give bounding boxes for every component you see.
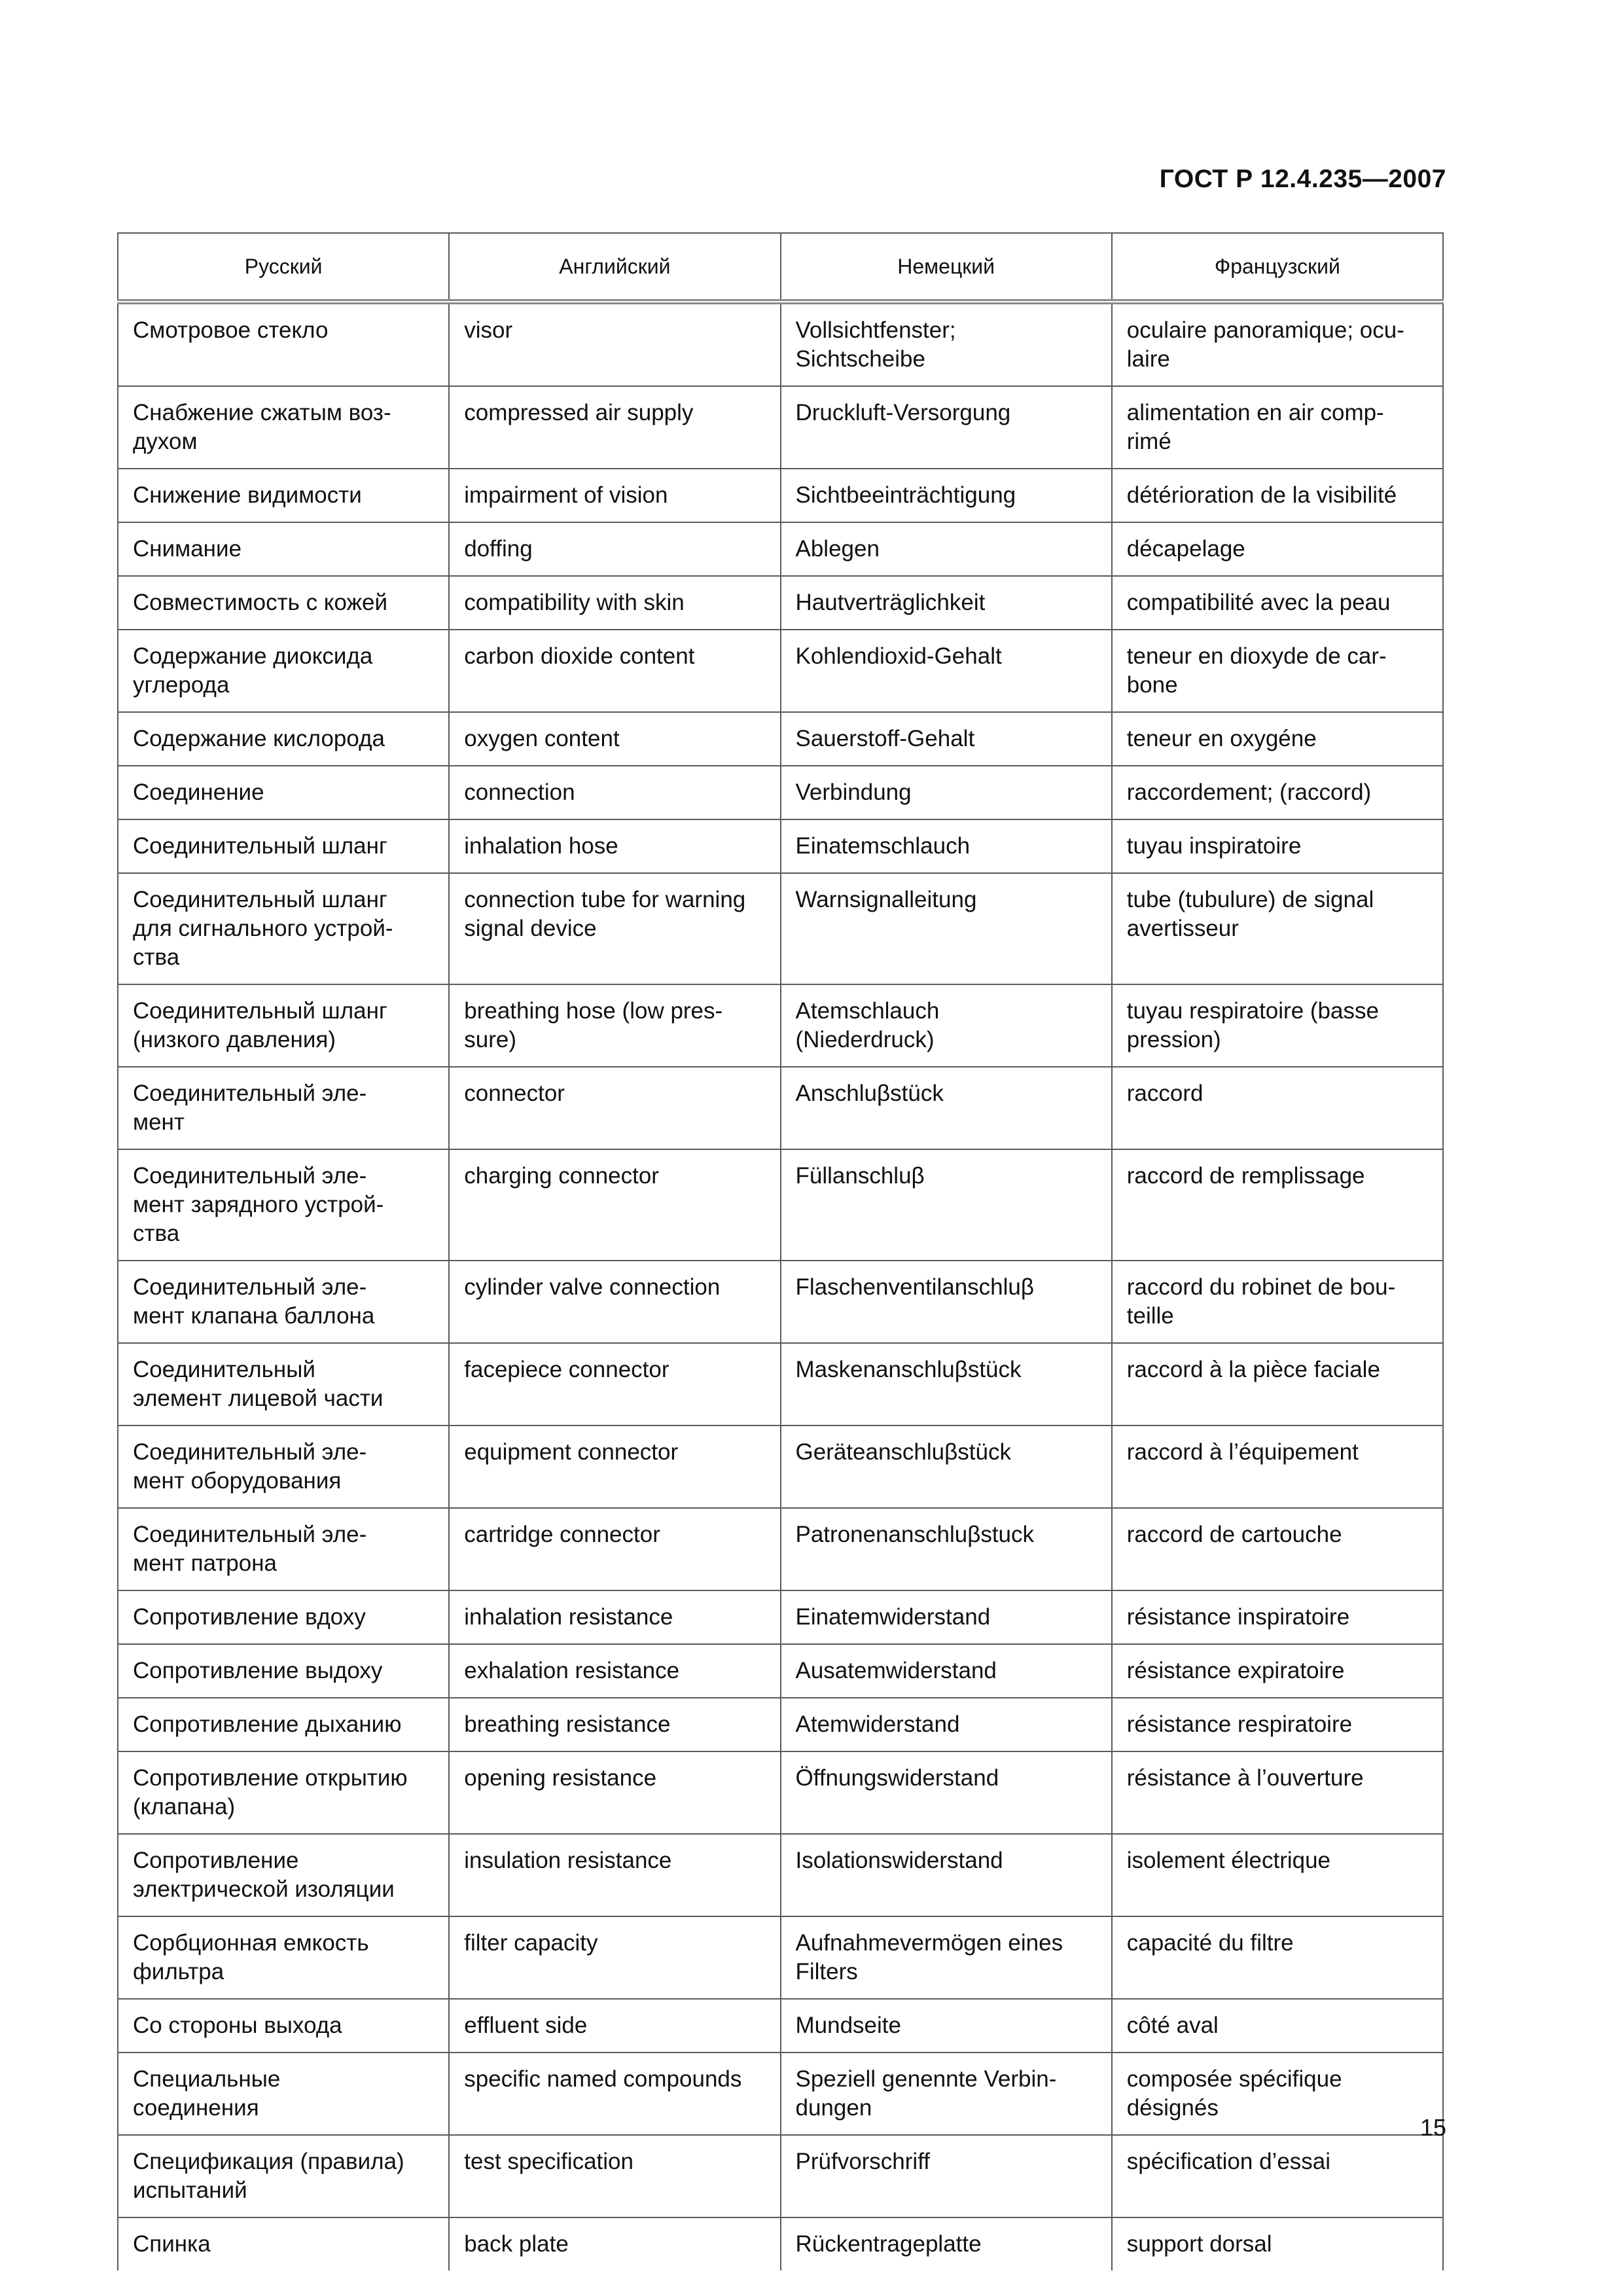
russian-term: Сопротивление электрической изоляции [118,1834,449,1916]
french-term: compatibilité avec la peau [1112,576,1443,630]
english-term: inhalation resistance [449,1590,780,1644]
english-term: facepiece connector [449,1343,780,1426]
french-term: raccord [1112,1067,1443,1149]
french-term: résistance inspiratoire [1112,1590,1443,1644]
russian-term: Сопротивление вдоху [118,1590,449,1644]
russian-term: Соединительный шланг [118,819,449,873]
table-row [118,386,1443,469]
russian-term: Специальные соединения [118,2053,449,2135]
russian-term: Соединительный элемент лицевой части [118,1343,449,1426]
terminology-table [117,232,1444,2270]
german-term: Druckluft-Versorgung [781,386,1112,469]
russian-term: Спинка [118,2217,449,2270]
french-term: résistance expiratoire [1112,1644,1443,1698]
russian-term: Спецификация (правила) испытаний [118,2135,449,2217]
russian-term: Соединительный эле- мент клапана баллона [118,1261,449,1343]
english-term: breathing hose (low pres- sure) [449,984,780,1067]
header-row [118,233,1443,302]
russian-term: Соединение [118,766,449,819]
table-row [118,1834,1443,1916]
german-term: Einatemschlauch [781,819,1112,873]
russian-term: Соединительный эле- мент оборудования [118,1426,449,1508]
column-header-russian: Русский [118,233,449,302]
table-row [118,819,1443,873]
french-term: résistance respiratoire [1112,1698,1443,1751]
table-row [118,1698,1443,1751]
russian-term: Снабжение сжатым воз- духом [118,386,449,469]
english-term: compressed air supply [449,386,780,469]
russian-term: Снижение видимости [118,469,449,522]
english-term: impairment of vision [449,469,780,522]
french-term: raccord de cartouche [1112,1508,1443,1590]
german-term: Vollsichtfenster; Sichtscheibe [781,302,1112,386]
table-row [118,1426,1443,1508]
english-term: back plate [449,2217,780,2270]
german-term: Mundseite [781,1999,1112,2053]
table-row [118,712,1443,766]
english-term: breathing resistance [449,1698,780,1751]
german-term: Anschluβstück [781,1067,1112,1149]
russian-term: Соединительный эле- мент патрона [118,1508,449,1590]
french-term: composée spécifique désignés [1112,2053,1443,2135]
german-term: Sichtbeeinträchtigung [781,469,1112,522]
german-term: Speziell genennte Verbin- dungen [781,2053,1112,2135]
french-term: support dorsal [1112,2217,1443,2270]
table-row [118,2053,1443,2135]
french-term: tuyau respiratoire (basse pression) [1112,984,1443,1067]
table-row [118,1149,1443,1261]
german-term: Öffnungswiderstand [781,1751,1112,1834]
french-term: tuyau inspiratoire [1112,819,1443,873]
table-row [118,873,1443,984]
english-term: connection [449,766,780,819]
table-row [118,1067,1443,1149]
table-header [118,233,1443,302]
table-row [118,302,1443,386]
english-term: inhalation hose [449,819,780,873]
french-term: côté aval [1112,1999,1443,2053]
french-term: raccord de remplissage [1112,1149,1443,1261]
french-term: résistance à l’ouverture [1112,1751,1443,1834]
french-term: raccord du robinet de bou- teille [1112,1261,1443,1343]
table-body [118,302,1443,2270]
german-term: Warnsignalleitung [781,873,1112,984]
german-term: Hautverträglichkeit [781,576,1112,630]
german-term: Einatemwiderstand [781,1590,1112,1644]
english-term: filter capacity [449,1916,780,1999]
english-term: opening resistance [449,1751,780,1834]
english-term: doffing [449,522,780,576]
french-term: alimentation en air comp- rimé [1112,386,1443,469]
german-term: Atemwiderstand [781,1698,1112,1751]
russian-term: Содержание кислорода [118,712,449,766]
french-term: raccord à la pièce faciale [1112,1343,1443,1426]
german-term: Ablegen [781,522,1112,576]
french-term: raccord à l’équipement [1112,1426,1443,1508]
table-row [118,2135,1443,2217]
russian-term: Совместимость с кожей [118,576,449,630]
russian-term: Соединительный шланг для сигнального устрой- ства [118,873,449,984]
table-row [118,1343,1443,1426]
english-term: cylinder valve connection [449,1261,780,1343]
french-term: décapelage [1112,522,1443,576]
russian-term: Сопротивление дыханию [118,1698,449,1751]
table-row [118,1644,1443,1698]
german-term: Verbindung [781,766,1112,819]
english-term: effluent side [449,1999,780,2053]
russian-term: Снимание [118,522,449,576]
german-term: Flaschenventilanschluβ [781,1261,1112,1343]
russian-term: Сорбционная емкость фильтра [118,1916,449,1999]
english-term: insulation resistance [449,1834,780,1916]
russian-term: Сопротивление открытию (клапана) [118,1751,449,1834]
german-term: Kohlendioxid-Gehalt [781,630,1112,712]
english-term: equipment connector [449,1426,780,1508]
table-row [118,766,1443,819]
russian-term: Сопротивление выдоху [118,1644,449,1698]
french-term: raccordement; (raccord) [1112,766,1443,819]
german-term: Rückentrageplatte [781,2217,1112,2270]
russian-term: Со стороны выхода [118,1999,449,2053]
table-row [118,1508,1443,1590]
french-term: détérioration de la visibilité [1112,469,1443,522]
table-row [118,1916,1443,1999]
english-term: exhalation resistance [449,1644,780,1698]
table-row [118,2217,1443,2270]
russian-term: Соединительный эле- мент зарядного устрой- ства [118,1149,449,1261]
french-term: teneur en oxygéne [1112,712,1443,766]
french-term: teneur en dioxyde de car- bone [1112,630,1443,712]
german-term: Atemschlauch (Niederdruck) [781,984,1112,1067]
russian-term: Содержание диоксида углерода [118,630,449,712]
english-term: carbon dioxide content [449,630,780,712]
german-term: Geräteanschluβstück [781,1426,1112,1508]
french-term: spécification d’essai [1112,2135,1443,2217]
french-term: tube (tubulure) de signal avertisseur [1112,873,1443,984]
column-header-english: Английский [449,233,780,302]
german-term: Sauerstoff-Gehalt [781,712,1112,766]
english-term: visor [449,302,780,386]
french-term: capacité du filtre [1112,1916,1443,1999]
english-term: connector [449,1067,780,1149]
german-term: Ausatemwiderstand [781,1644,1112,1698]
table-row [118,1590,1443,1644]
english-term: test specification [449,2135,780,2217]
german-term: Aufnahmevermögen eines Filters [781,1916,1112,1999]
german-term: Patronenanschluβstuck [781,1508,1112,1590]
english-term: specific named compounds [449,2053,780,2135]
document-code: ГОСТ Р 12.4.235—2007 [1159,165,1446,193]
german-term: Maskenanschluβstück [781,1343,1112,1426]
table-row [118,984,1443,1067]
french-term: isolement électrique [1112,1834,1443,1916]
german-term: Isolationswiderstand [781,1834,1112,1916]
table-row [118,1261,1443,1343]
table-row [118,1751,1443,1834]
table-row [118,469,1443,522]
column-header-german: Немецкий [781,233,1112,302]
table-row [118,630,1443,712]
table-row [118,1999,1443,2053]
russian-term: Смотровое стекло [118,302,449,386]
english-term: connection tube for warning signal device [449,873,780,984]
column-header-french: Французский [1112,233,1443,302]
english-term: cartridge connector [449,1508,780,1590]
english-term: compatibility with skin [449,576,780,630]
table-row [118,522,1443,576]
russian-term: Соединительный эле- мент [118,1067,449,1149]
russian-term: Соединительный шланг (низкого давления) [118,984,449,1067]
german-term: Prüfvorschriff [781,2135,1112,2217]
german-term: Füllanschluβ [781,1149,1112,1261]
english-term: charging connector [449,1149,780,1261]
table-row [118,576,1443,630]
french-term: oculaire panoramique; ocu- laire [1112,302,1443,386]
english-term: oxygen content [449,712,780,766]
page-number: 15 [1419,2114,1446,2141]
